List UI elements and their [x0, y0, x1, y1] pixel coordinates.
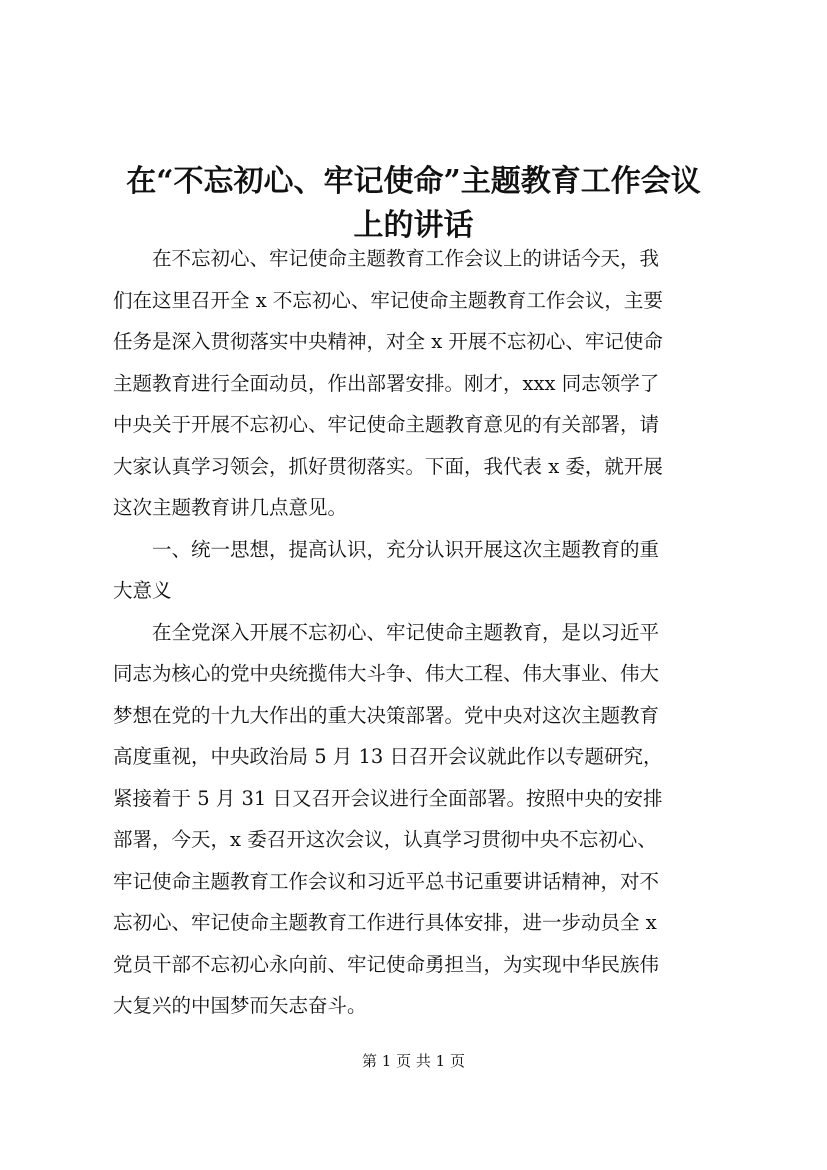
- page-footer: 第 1 页 共 1 页: [362, 1052, 465, 1070]
- text-line: 任务是深入贯彻落实中央精神，对全 x 开展不忘初心、牢记使命: [113, 330, 663, 353]
- text-line: 们在这里召开全 x 不忘初心、牢记使命主题教育工作会议，主要: [113, 288, 663, 312]
- paragraph-body: [113, 612, 733, 1027]
- text-line: 忘初心、牢记使命主题教育工作进行具体安排，进一步动员全 x: [113, 911, 657, 934]
- text-line: 紧接着于 5 月 31 日又召开会议进行全面部署。按照中央的安排: [113, 786, 663, 810]
- text-line: 中央关于开展不忘初心、牢记使命主题教育意见的有关部署，请: [113, 413, 660, 436]
- text-line: 大家认真学习领会，抓好贯彻落实。下面，我代表 x 委，就开展: [113, 454, 663, 478]
- text-line: 在全党深入开展不忘初心、牢记使命主题教育，是以习近平: [113, 620, 660, 644]
- text-line: 一、统一思想，提高认识，充分认识开展这次主题教育的重: [113, 537, 660, 561]
- text-line: 部署，今天，x 委召开这次会议，认真学习贯彻中央不忘初心、: [113, 828, 657, 851]
- text-line: 牢记使命主题教育工作会议和习近平总书记重要讲话精神，对不: [113, 869, 660, 893]
- text-line: 这次主题教育讲几点意见。: [113, 496, 348, 519]
- text-line: 梦想在党的十九大作出的重大决策部署。党中央对这次主题教育: [113, 703, 660, 727]
- paragraph-intro: [113, 238, 733, 529]
- title-line-1: 在“不忘初心、牢记使命”主题教育工作会议: [126, 164, 701, 200]
- text-line: 高度重视，中央政治局 5 月 13 日召开会议就此作以专题研究，: [113, 745, 663, 768]
- text-line: 在不忘初心、牢记使命主题教育工作会议上的讲话今天，我: [113, 247, 660, 270]
- text-line: 同志为核心的党中央统揽伟大斗争、伟大工程、伟大事业、伟大: [113, 662, 660, 685]
- section-heading: [113, 529, 733, 612]
- text-line: 大复兴的中国梦而矢志奋斗。: [113, 994, 367, 1017]
- document-body: [113, 238, 733, 1027]
- text-line: 大意义: [113, 579, 172, 602]
- title-line-2: 上的讲话: [353, 208, 474, 244]
- text-line: 主题教育进行全面动员，作出部署安排。刚才，xxx 同志领学了: [113, 371, 660, 395]
- document-title: [60, 160, 767, 248]
- text-line: 党员干部不忘初心永向前、牢记使命勇担当，为实现中华民族伟: [113, 952, 660, 976]
